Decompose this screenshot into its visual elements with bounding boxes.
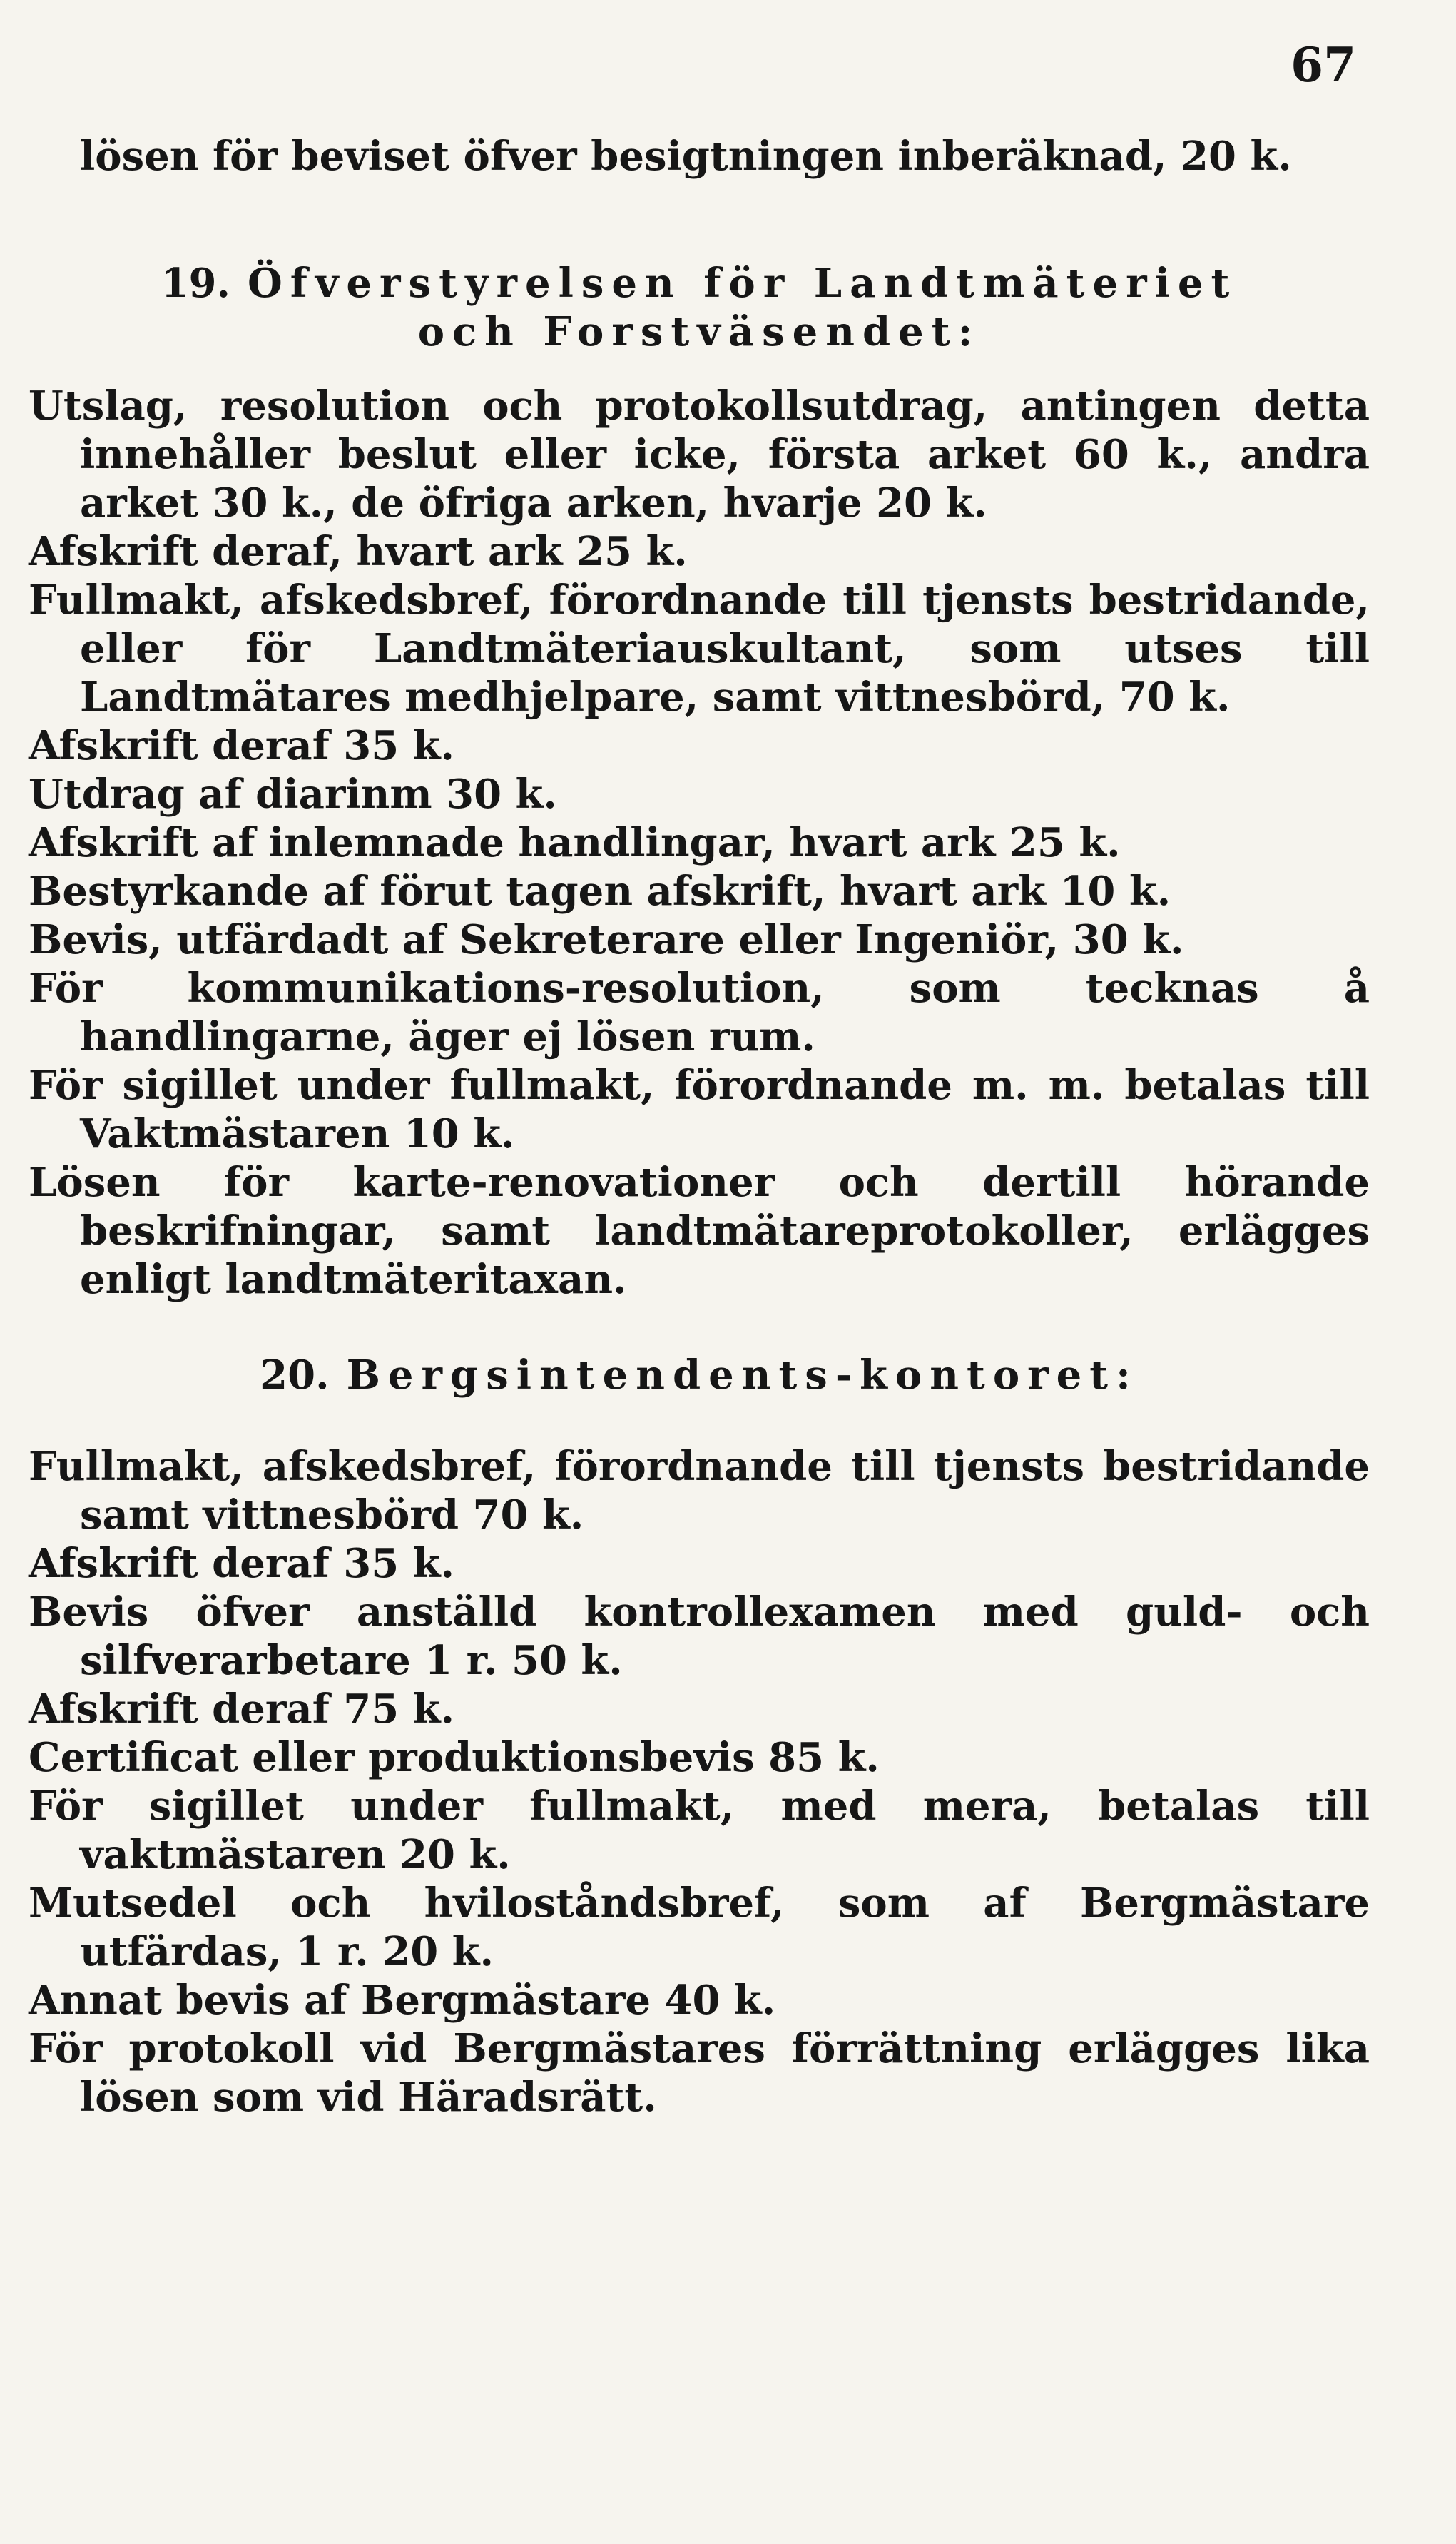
section-20-entry: Fullmakt, afskedsbref, förordnande till tjensts bestridande samt vittnesbörd 70 k. [29,1443,1370,1539]
section-20-entry: Certificat eller produktionsbevis 85 k. [29,1734,880,1781]
section-19-entries [29,382,1370,1304]
section-20-entry: Afskrift deraf 35 k. [29,1540,454,1587]
section-19-entry: Bestyrkande af förut tagen afskrift, hvart ark 10 k. [29,868,1171,915]
opening-continuation: lösen för beviset öfver besigtningen inberäknad, 20 k. [80,133,1292,180]
section-20-entry: För sigillet under fullmakt, med mera, betalas till vaktmästaren 20 k. [29,1783,1370,1878]
section-20-entry: Afskrift deraf 75 k. [29,1686,454,1733]
section-19-entry: Utdrag af diarinm 30 k. [29,771,557,818]
section-20-entry: Annat bevis af Bergmästare 40 k. [29,1977,776,2024]
section-20-entry: För protokoll vid Bergmästares förrättning erlägges lika lösen som vid Häradsrätt. [29,2025,1370,2121]
section-20-entry: Bevis öfver anställd kontrollexamen med guld- och silfverarbetare 1 r. 50 k. [29,1588,1370,1684]
section-19-entry: Utslag, resolution och protokollsutdrag, antingen detta innehåller beslut eller icke, första arket 60 k., andra arket 30 k., de öfriga arken, hvarje 20 k. [29,382,1370,527]
section-19-entry: För sigillet under fullmakt, förordnande m. m. betalas till Vaktmästaren 10 k. [29,1062,1370,1157]
section-20-entries [29,1442,1370,2122]
document-body [29,132,1370,2122]
section-19-heading [29,259,1370,356]
section-19-entry: Afskrift af inlemnade handlingar, hvart ark 25 k. [29,819,1121,866]
page-number: 67 [1290,37,1356,93]
section-19-number: 19. [161,260,231,307]
section-20-heading [29,1351,1370,1399]
section-19-entry: Bevis, utfärdadt af Sekreterare eller Ingeniör, 30 k. [29,916,1184,963]
section-20-title: Bergsintendents-kontoret: [346,1352,1139,1399]
section-20-entry: Mutsedel och hviloståndsbref, som af Bergmästare utfärdas, 1 r. 20 k. [29,1880,1370,1975]
section-19-entry: Lösen för karte-renovationer och dertill hörande beskrifningar, samt landtmätareprotokoller, erlägges enligt landtmäteritaxan. [29,1159,1370,1303]
section-19-title-line1: Öfverstyrelsen för Landtmäteriet [248,260,1238,307]
section-19-entry: För kommunikations-resolution, som tecknas å handlingarne, äger ej lösen rum. [29,965,1370,1060]
section-19-entry: Afskrift deraf 35 k. [29,722,454,769]
section-20-number: 20. [260,1352,330,1399]
section-19-entry: Fullmakt, afskedsbref, förordnande till tjensts bestridande, eller för Landtmäteriauskultant, som utses till Landtmätares medhjelpare, samt vittnesbörd, 70 k. [29,577,1370,721]
section-19-title-line2: och Forstväsendet: [417,308,981,355]
section-19-entry: Afskrift deraf, hvart ark 25 k. [29,528,688,575]
